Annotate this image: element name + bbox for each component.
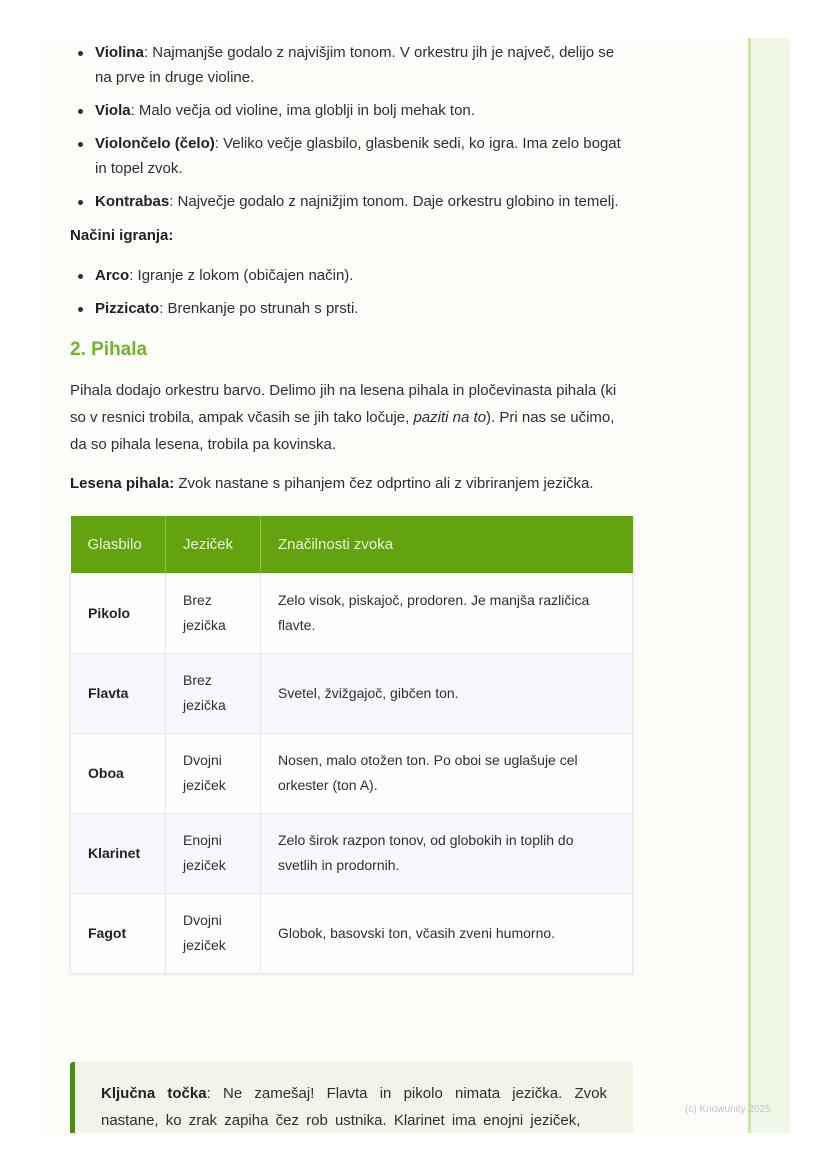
document-page [40, 38, 790, 1133]
list-item [70, 131, 634, 181]
cell-sound: Zelo visok, piskajoč, prodoren. Je manjša različica flavte. [261, 573, 633, 653]
term-arco: Arco [95, 267, 130, 284]
section-intro [70, 377, 634, 458]
cell-reed: Dvojni jeziček [166, 733, 261, 813]
term-description: : Igranje z lokom (običajen način). [129, 267, 354, 284]
woodwind-table [70, 516, 633, 974]
woodwind-text: Zvok nastane s pihanjem čez odprtino ali z vibriranjem jezička. [174, 475, 594, 492]
table-header-row [71, 516, 633, 573]
table-row [71, 813, 633, 893]
term-description: : Veliko večje glasbilo, glasbenik sedi, ko igra. Ima zelo bogat in topel zvok. [95, 135, 621, 177]
column-header-sound: Značilnosti zvoka [261, 516, 633, 573]
cell-instrument: Flavta [71, 653, 166, 733]
callout-text: : Ne zamešaj! Flavta in pikolo nimata jezička. Zvok nastane, ko zrak zapiha čez rob ustnika. Klarinet ima enojni jeziček, [101, 1085, 608, 1129]
term-description: : Malo večja od violine, ima globlji in bolj mehak ton. [130, 102, 475, 119]
table-row [71, 573, 633, 653]
woodwind-definition [70, 474, 634, 494]
intro-italic: paziti na to [413, 409, 487, 426]
term-pizzicato: Pizzicato [95, 300, 160, 317]
column-header-instrument: Glasbilo [71, 516, 166, 573]
playing-methods-list [70, 263, 634, 321]
cell-reed: Brez jezička [166, 573, 261, 653]
term-description: : Brenkanje po strunah s prsti. [159, 300, 359, 317]
list-item [70, 263, 634, 288]
term-description: : Najmanjše godalo z najvišjim tonom. V orkestru jih je največ, delijo se na prve in druge violine. [95, 44, 615, 86]
list-item [70, 296, 634, 321]
key-point-callout [70, 1062, 633, 1133]
playing-methods-heading: Načini igranja: [70, 227, 174, 244]
cell-instrument: Fagot [71, 893, 166, 973]
column-header-reed: Jeziček [166, 516, 261, 573]
woodwind-label: Lesena pihala: [70, 475, 175, 492]
list-item [70, 40, 634, 90]
cell-sound: Zelo širok razpon tonov, od globokih in toplih do svetlih in prodornih. [261, 813, 633, 893]
table-row [71, 653, 633, 733]
copyright-watermark: (c) Knowunity 2025 [685, 1104, 771, 1115]
intro-text: Pihala dodajo orkestru barvo. Delimo jih na lesena pihala in pločevinasta pihala (ki so v resnici trobila, ampak včasih se jih tako ločuje, [70, 382, 617, 426]
cell-sound: Globok, basovski ton, včasih zveni humorno. [261, 893, 633, 973]
table-row [71, 733, 633, 813]
table-row [71, 893, 633, 973]
cell-sound: Nosen, malo otožen ton. Po oboi se uglašuje cel orkester (ton A). [261, 733, 633, 813]
section-title: 2. Pihala [70, 339, 148, 360]
term-violoncelo: Violončelo (čelo) [95, 135, 215, 152]
content-column [70, 38, 634, 974]
cell-reed: Brez jezička [166, 653, 261, 733]
cell-reed: Enojni jeziček [166, 813, 261, 893]
term-viola: Viola [95, 102, 131, 119]
intro-text: ). Pri nas se učimo, da so pihala lesena, trobila pa kovinska. [70, 409, 615, 453]
list-item [70, 98, 634, 123]
term-violina: Violina [95, 44, 144, 61]
cell-instrument: Oboa [71, 733, 166, 813]
side-strip [748, 38, 790, 1133]
callout-label: Ključna točka [101, 1085, 207, 1102]
list-item [70, 189, 634, 214]
string-instruments-list [70, 40, 634, 214]
term-description: : Največje godalo z najnižjim tonom. Daje orkestru globino in temelj. [169, 193, 619, 210]
cell-sound: Svetel, žvižgajoč, gibčen ton. [261, 653, 633, 733]
cell-instrument: Pikolo [71, 573, 166, 653]
term-kontrabas: Kontrabas [95, 193, 170, 210]
cell-reed: Dvojni jeziček [166, 893, 261, 973]
cell-instrument: Klarinet [71, 813, 166, 893]
